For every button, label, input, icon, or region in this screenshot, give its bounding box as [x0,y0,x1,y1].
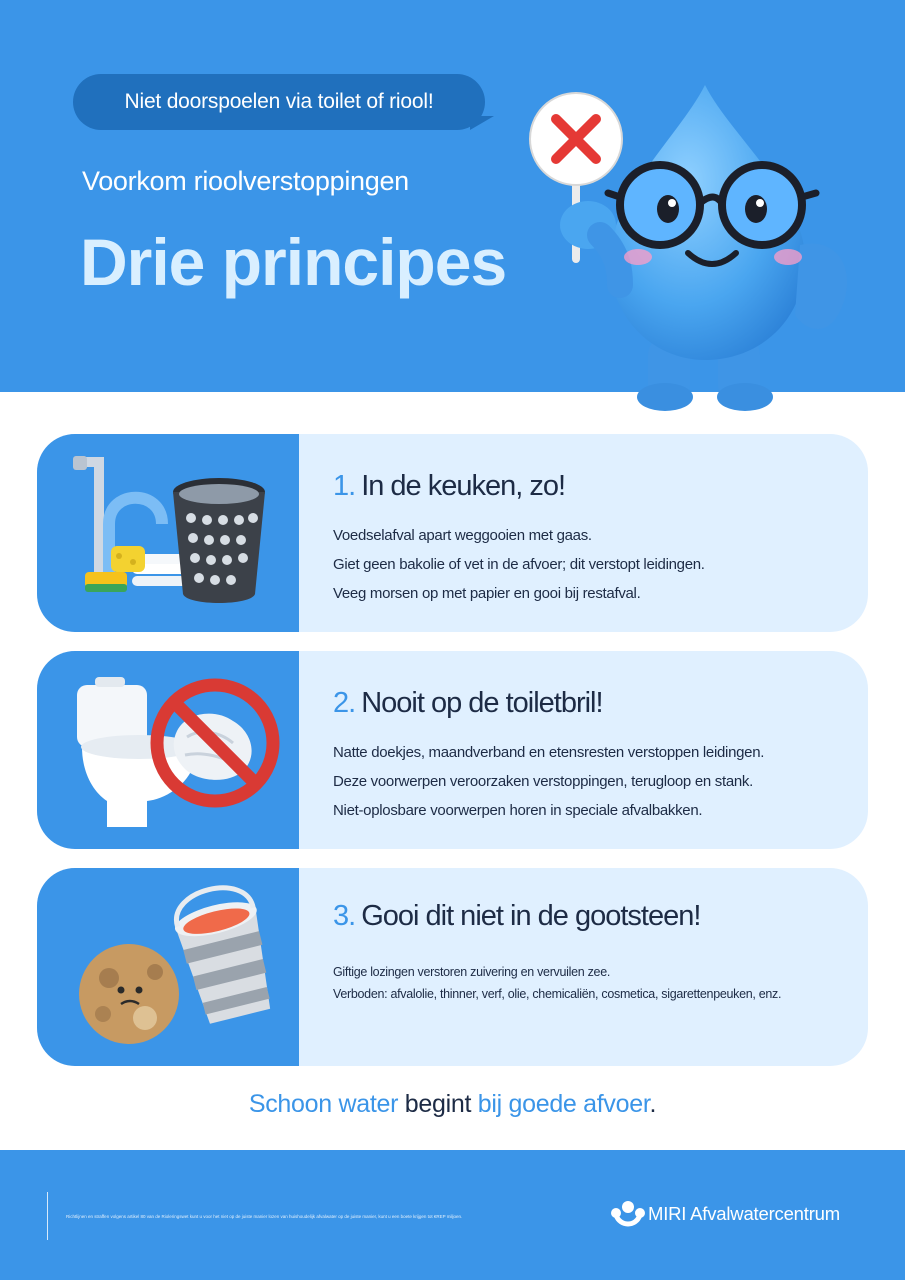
speech-bubble-tail [470,116,494,130]
card-line: Giftige lozingen verstoren zuivering en vervuilen zee. [333,965,611,979]
card-title: Gooi dit niet in de gootsteen! [361,900,701,932]
card-number: 3. [333,900,356,932]
paint-bucket-chemicals-icon [37,868,299,1066]
principle-card-kitchen [37,434,868,632]
card-title: Nooit op de toiletbril! [361,687,603,719]
principle-card-toilet [37,651,868,849]
brand-name: MIRI Afvalwatercentrum [648,1203,840,1224]
water-molecule-logo-icon [610,1199,646,1229]
toilet-no-wipes-icon [37,651,299,849]
card-line: Deze voorwerpen veroorzaken verstoppingen, terugloop en stank. [333,773,753,790]
card-text [333,651,848,825]
footer [0,1150,905,1280]
card-line: Niet-oplosbare voorwerpen horen in speciale afvalbakken. [333,802,703,819]
kitchen-sink-strainer-icon [37,434,299,632]
hero-subtitle: Voorkom rioolverstoppingen [82,166,409,196]
slogan [0,1090,905,1119]
card-text [333,434,848,608]
card-illustration-panel [37,651,299,849]
card-text [333,868,848,1005]
brand-logo [610,1198,840,1230]
slogan-part: . [649,1090,657,1118]
slogan-part: begint [398,1090,478,1118]
hero-banner [0,0,905,392]
card-illustration-panel [37,868,299,1066]
footer-disclaimer: Richtlijnen en straffen volgens artikel 80 van de Rioleringswet kunt u voor het niet op de juiste manier lozen van huishoudelijk afvalwater op de juiste manier, kunt u een boete krijgen tot €REP miljoen. [66,1214,463,1219]
card-line: Voedselafval apart weggooien met gaas. [333,527,592,544]
card-line: Verboden: afvalolie, thinner, verf, olie, chemicaliën, cosmetica, sigarettenpeuken, enz. [333,987,782,1001]
card-line: Veeg morsen op met papier en gooi bij restafval. [333,585,641,602]
card-illustration-panel [37,434,299,632]
footer-divider [47,1192,48,1240]
speech-bubble: Niet doorspoelen via toilet of riool! [73,74,485,130]
card-number: 2. [333,687,356,719]
card-line: Natte doekjes, maandverband en etensresten verstoppen leidingen. [333,744,765,761]
card-line: Giet geen bakolie of vet in de afvoer; dit verstopt leidingen. [333,556,705,573]
principle-card-sink [37,868,868,1066]
slogan-part: bij goede afvoer [477,1090,650,1118]
hero-title: Drie principes [80,225,507,299]
card-number: 1. [333,470,356,502]
card-title: In de keuken, zo! [361,470,566,502]
water-drop-mascot-icon [520,75,880,420]
slogan-part: Schoon water [248,1090,399,1118]
